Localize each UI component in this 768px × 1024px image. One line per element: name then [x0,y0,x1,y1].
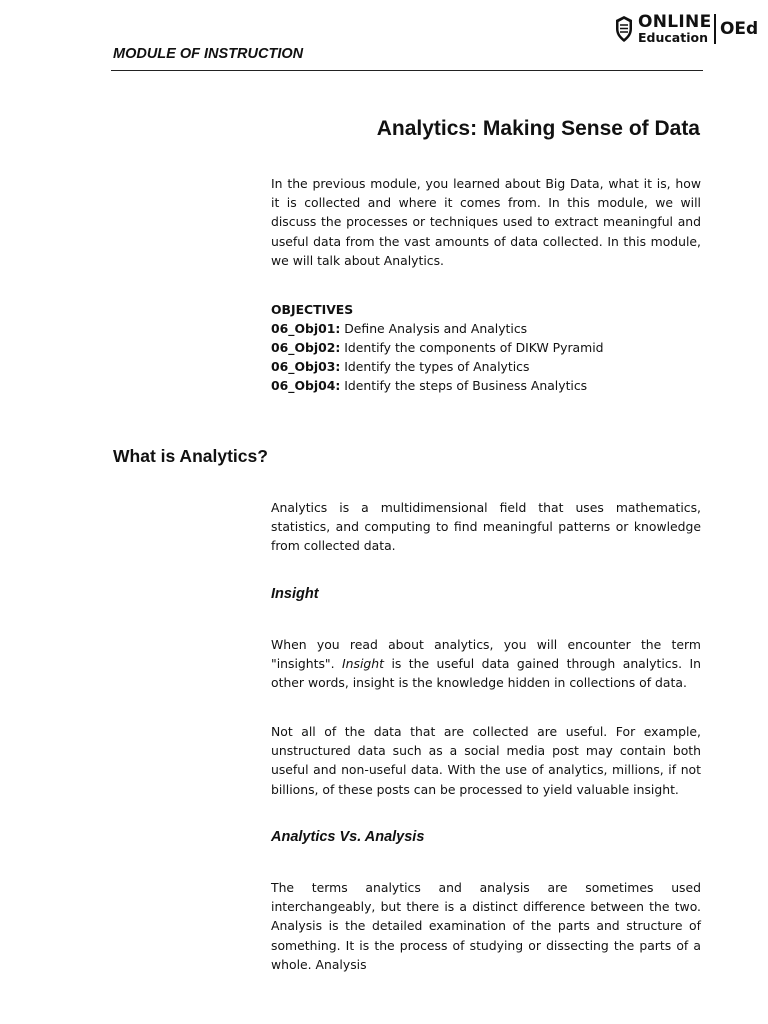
insight-text-start: When you read about analytics, you will encounter the term "insights". [271,637,701,672]
section-title-what-is-analytics: What is Analytics? [113,446,268,466]
header-divider [111,70,703,71]
analytics-definition-paragraph: Analytics is a multidimensional field that uses mathematics, statistics, and computing to find meaningful patterns or knowledge from collected data. [271,500,701,554]
objective-item [271,376,701,395]
objectives-heading: OBJECTIVES [271,302,354,317]
logo-education-text: Education [638,29,708,45]
intro-paragraph: In the previous module, you learned about Big Data, what it is, how it is collected and where it comes from. In this module, we will discuss the processes or techniques used to extract meaningful and useful data from the vast amounts of data collected. In this module, we will talk about Analytics. [271,176,701,268]
analytics-definition-block [271,498,701,556]
insight-paragraph-2-block [271,722,701,799]
insight-paragraph-block [271,635,701,693]
insight-text-end: is the useful data gained through analytics. In other words, insight is the knowledge hidden in collections of data. [271,656,701,691]
objective-code: 06_Obj03: [271,359,341,374]
intro-paragraph-block [271,174,701,270]
logo-divider [714,14,716,44]
insight-paragraph-2: Not all of the data that are collected are useful. For example, unstructured data such as a social media post may contain both useful and non-useful data. With the use of analytics, millions, if not billions, of these posts can be processed to yield valuable insight. [271,724,701,797]
analytics-vs-analysis-block [271,878,701,974]
insight-paragraph-1 [271,635,701,693]
objective-text: Identify the components of DIKW Pyramid [340,340,604,355]
module-header-label: MODULE OF INSTRUCTION [113,46,304,62]
online-education-logo [614,12,758,46]
document-title: Analytics: Making Sense of Data [376,117,700,140]
objective-code: 06_Obj02: [271,340,341,355]
logo-online-text: ONLINE [638,11,712,32]
subsection-title-insight: Insight [271,586,319,602]
subsection-title-analytics-vs-analysis: Analytics Vs. Analysis [271,829,425,845]
analytics-vs-analysis-paragraph: The terms analytics and analysis are sometimes used interchangeably, but there is a distinct difference between the two. Analysis is the detailed examination of the parts and structure of something. It is the process of studying or dissecting the parts of a whole. Analysis [271,880,701,972]
objective-text: Identify the types of Analytics [340,359,530,374]
objective-code: 06_Obj01: [271,321,341,336]
objective-item [271,319,701,338]
objectives-block [271,300,701,395]
objective-item [271,338,701,357]
objective-text: Define Analysis and Analytics [340,321,528,336]
shield-emblem-icon [614,15,634,43]
logo-oed-text: OEd [719,19,759,39]
objective-code: 06_Obj04: [271,378,341,393]
objective-item [271,357,701,376]
insight-term-italic: Insight [342,656,384,672]
objective-text: Identify the steps of Business Analytics [340,378,588,393]
